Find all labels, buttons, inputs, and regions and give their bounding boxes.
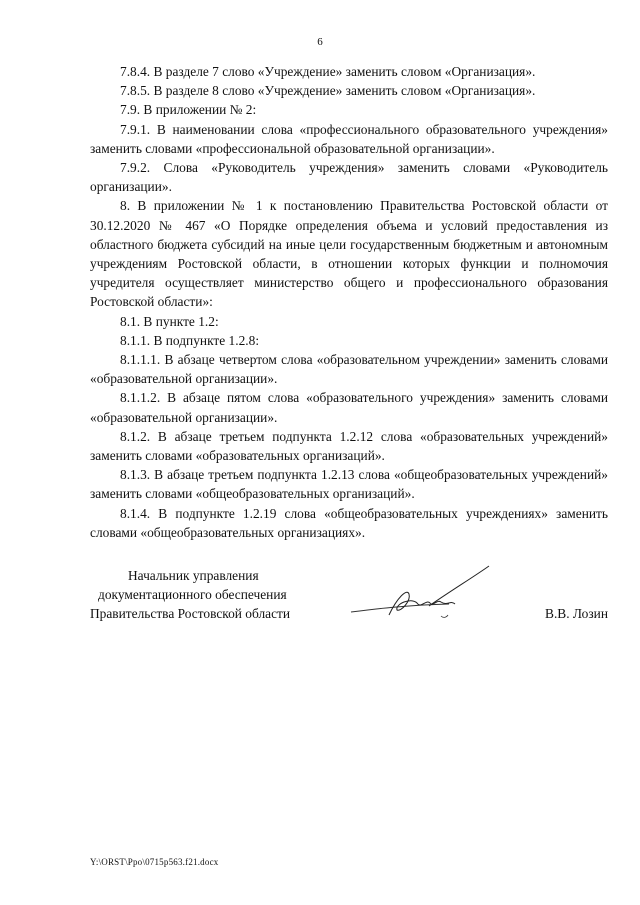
paragraph-8-1-3: 8.1.3. В абзаце третьем подпункта 1.2.13 слова «общеобразовательных учреждений» заменить словами «общеобразовательных организаций».: [90, 467, 608, 502]
document-body: [90, 62, 608, 542]
paragraph-8-1-4: 8.1.4. В подпункте 1.2.19 слова «общеобразовательных учреждениях» заменить словами «общеобразовательных организациях».: [90, 505, 608, 540]
paragraph-7-9-1: 7.9.1. В наименовании слова «профессионального образовательного учреждения» заменить словами «профессиональной образовательной организации».: [90, 121, 608, 156]
paragraph-8-1-1-2: 8.1.1.2. В абзаце пятом слова «образовательного учреждения» заменить словами «образовательной организации».: [90, 390, 608, 425]
paragraph-8: 8. В приложении № 1 к постановлению Правительства Ростовской области от 30.12.2020 № 467 «О Порядке определения объема и условий предоставления из областного бюджета субсидий на иные цели государственным бюджетным и автономным учреждениям Ростовской области, в отношении которых функции и полномочия учредителя осуществляет министерство общего и профессионального образования Ростовской области»:: [90, 198, 608, 310]
footer-file-path: Y:\ORST\Ppo\0715p563.f21.docx: [90, 857, 219, 867]
paragraph-8-1-2: 8.1.2. В абзаце третьем подпункта 1.2.12 слова «образовательных учреждений» заменить словами «образовательных организаций».: [90, 428, 608, 464]
paragraph-8-1-1-1: 8.1.1.1. В абзаце четвертом слова «образовательном учреждении» заменить словами «образовательной организации».: [90, 352, 608, 387]
signatory-title: [90, 566, 330, 624]
page-number: 6: [317, 36, 323, 48]
paragraph-7-8-4: 7.8.4. В разделе 7 слово «Учреждение» заменить словом «Организация».: [120, 64, 536, 79]
signatory-name: В.В. Лозин: [545, 606, 608, 621]
paragraph-7-8-5: 7.8.5. В разделе 8 слово «Учреждение» заменить словом «Организация».: [120, 83, 536, 99]
signatory-title-line2: документационного обеспечения: [98, 587, 287, 603]
signatory-title-line3: Правительства Ростовской области: [90, 606, 291, 622]
signatory-title-line1: Начальник управления: [128, 568, 259, 583]
paragraph-8-1-1: 8.1.1. В подпункте 1.2.8:: [120, 332, 260, 348]
paragraph-7-9-2: 7.9.2. Слова «Руководитель учреждения» заменить словами «Руководитель организации».: [90, 160, 608, 195]
handwritten-signature: [345, 560, 505, 630]
paragraph-7-9: 7.9. В приложении № 2:: [120, 102, 257, 118]
paragraph-8-1: 8.1. В пункте 1.2:: [120, 313, 219, 329]
